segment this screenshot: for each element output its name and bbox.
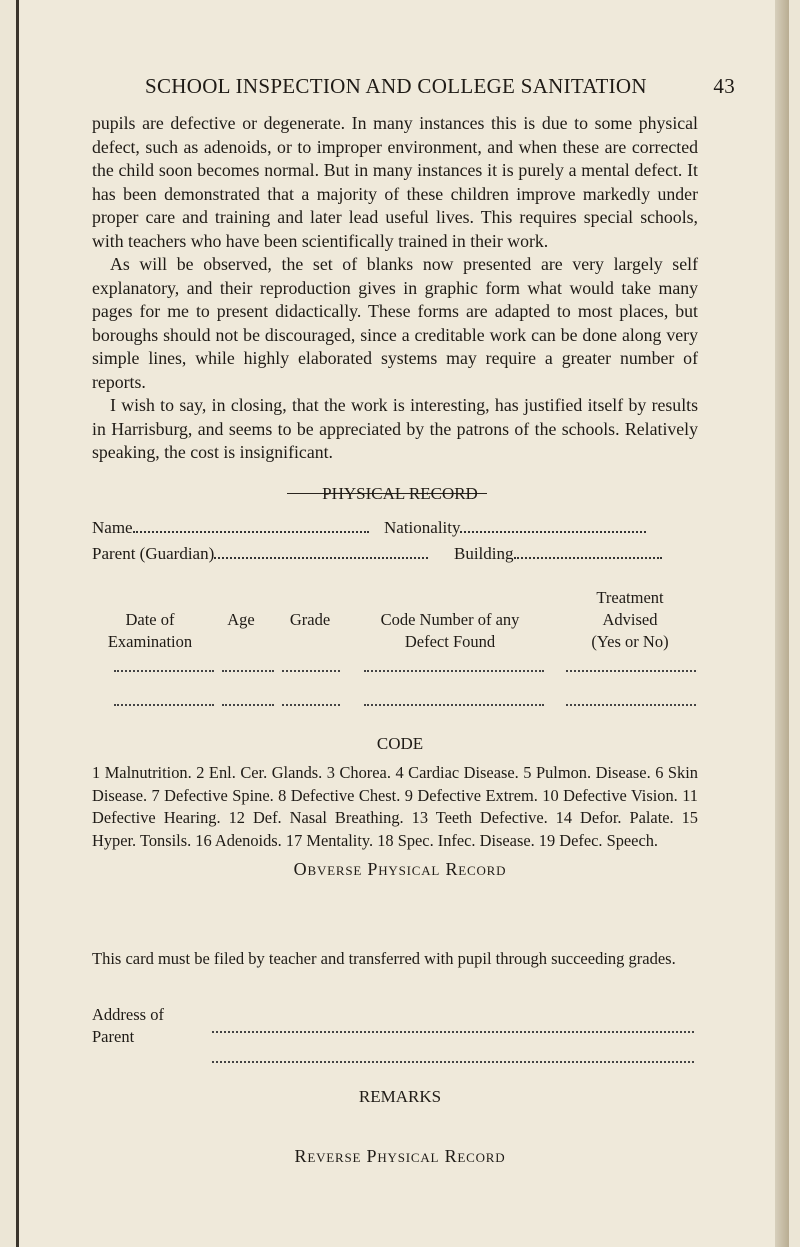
page-edge bbox=[775, 0, 789, 1247]
col-grade: Grade bbox=[289, 610, 331, 629]
address-line-2 bbox=[212, 1061, 694, 1063]
parent-field: Parent (Guardian) bbox=[92, 544, 428, 564]
remarks-title: REMARKS bbox=[358, 1087, 442, 1106]
address-field: Address of Parent bbox=[92, 1005, 164, 1046]
paragraph-2: As will be observed, the set of blanks now presented are very largely self explanatory, and their reproduction gives in graphic form what would take many pages for me to present didactically. These forms are adapted to most places, but boroughs should not be discouraged, since a creditable work can be done along very simple lines, while highly elaborated systems may require a greater number of reports. bbox=[92, 254, 698, 392]
col-code: Code Number of any Defect Found bbox=[380, 610, 520, 651]
body-text bbox=[92, 112, 698, 465]
paragraph-3: I wish to say, in closing, that the work is interesting, has justified itself by results in Harrisburg, and seems to be appreciated by the patrons of the schools. Relatively speaking, the cost is insignificant. bbox=[92, 395, 698, 462]
code-list: 1 Malnutrition. 2 Enl. Cer. Glands. 3 Chorea. 4 Cardiac Disease. 5 Pulmon. Disease. 6 Skin Disease. 7 Defective Spine. 8 Defective Chest. 9 Defective Extrem. 10 Defective Vision. 11 Defective Hearing. 12 Def. Nasal Breathing. 13 Teeth Defective. 14 Defor. Palate. 15 Hyper. Tonsils. 16 Adenoids. 17 Mentality. 18 Spec. Infec. Disease. 19 Defec. Speech. bbox=[92, 763, 698, 850]
code-title: CODE bbox=[376, 734, 424, 753]
header-title: SCHOOL INSPECTION AND COLLEGE SANITATION bbox=[145, 74, 647, 98]
building-field: Building bbox=[454, 544, 662, 564]
col-date: Date of Examination bbox=[107, 610, 193, 651]
reverse-label: Reverse Physical Record bbox=[294, 1146, 506, 1166]
col-age: Age bbox=[227, 610, 255, 629]
page-number: 43 bbox=[713, 74, 735, 98]
running-header bbox=[145, 74, 735, 99]
record-title: PHYSICAL RECORD bbox=[322, 484, 478, 503]
card-note: This card must be filed by teacher and transferred with pupil through succeeding grades. bbox=[92, 949, 676, 968]
paragraph-1: pupils are defective or degenerate. In many instances this is due to some physical defect, such as adenoids, or to improper environment, and when these are corrected the child soon becomes normal. But in many instances it is purely a mental defect. It has been demonstrated that a majority of these children improve markedly under proper care and training and later lead useful lives. This requires special schools, with teachers who have been scientifically trained in their work. bbox=[92, 113, 698, 251]
nationality-field: Nationality bbox=[384, 518, 646, 538]
obverse-label: Obverse Physical Record bbox=[293, 859, 507, 879]
col-treatment: Treatment Advised (Yes or No) bbox=[591, 588, 669, 651]
address-line-1 bbox=[212, 1031, 694, 1033]
name-field: Name bbox=[92, 518, 369, 538]
